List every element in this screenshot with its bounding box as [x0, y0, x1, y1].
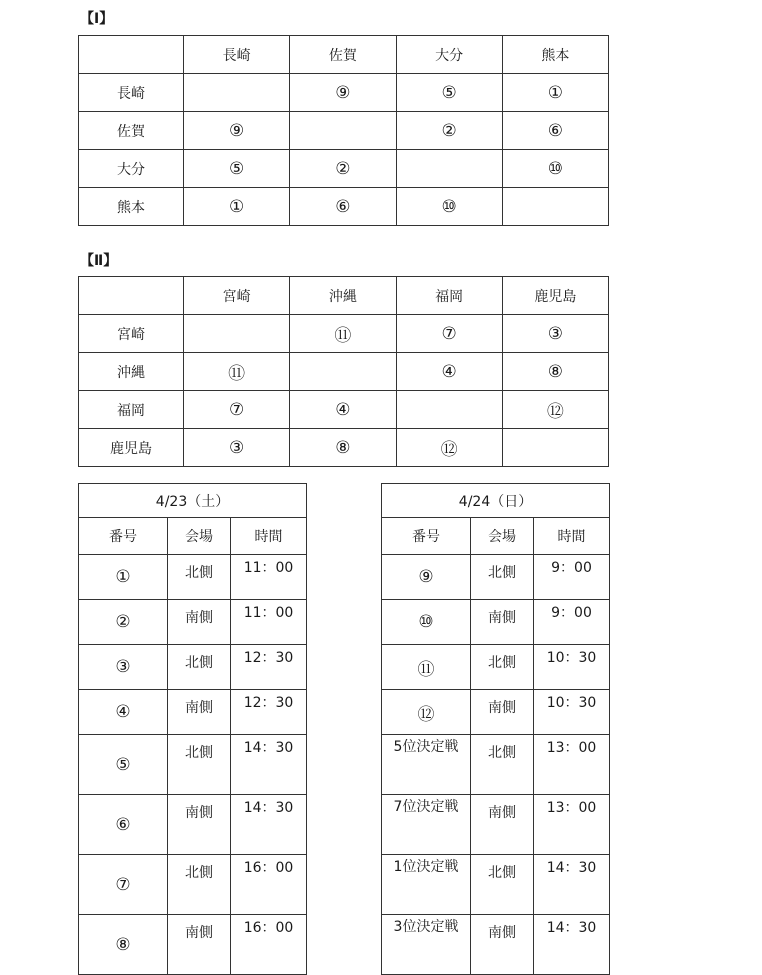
time-cell: 12：30	[231, 645, 307, 690]
group2-table	[78, 276, 609, 467]
time-cell: 13：00	[534, 735, 610, 795]
col-header: 会場	[168, 518, 231, 555]
match-cell: ⑩	[502, 150, 608, 188]
col-header: 長崎	[184, 36, 290, 74]
col-header: 佐賀	[290, 36, 396, 74]
col-header: 番号	[79, 518, 168, 555]
time-cell: 13：00	[534, 795, 610, 855]
row-header: 長崎	[79, 74, 184, 112]
col-header: 宮崎	[184, 277, 290, 315]
col-header: 大分	[396, 36, 502, 74]
match-number: ③	[79, 645, 168, 690]
table-row	[79, 36, 609, 74]
match-cell: ①	[502, 74, 608, 112]
match-number: 1位決定戦	[382, 855, 471, 915]
venue-cell: 北側	[168, 555, 231, 600]
day1-schedule-table	[78, 483, 307, 975]
match-cell: ⑩	[396, 188, 502, 226]
col-header: 沖縄	[290, 277, 396, 315]
match-cell: ④	[290, 391, 396, 429]
time-cell: 9：00	[534, 600, 610, 645]
table-row	[79, 391, 609, 429]
match-cell: ⑫	[502, 391, 608, 429]
group1-table	[78, 35, 609, 226]
match-number: ⑨	[382, 555, 471, 600]
match-cell: ⑪	[184, 353, 290, 391]
match-cell: ⑪	[290, 315, 396, 353]
match-cell: ⑦	[184, 391, 290, 429]
table-row	[79, 555, 307, 600]
table-row	[79, 353, 609, 391]
venue-cell: 南側	[168, 600, 231, 645]
match-cell: ⑧	[502, 353, 608, 391]
match-cell: ③	[502, 315, 608, 353]
row-header: 大分	[79, 150, 184, 188]
time-cell: 11：00	[231, 600, 307, 645]
match-cell: ③	[184, 429, 290, 467]
venue-cell: 北側	[471, 555, 534, 600]
table-row	[79, 74, 609, 112]
row-header: 鹿児島	[79, 429, 184, 467]
row-header: 沖縄	[79, 353, 184, 391]
venue-cell: 北側	[168, 645, 231, 690]
venue-cell: 南側	[168, 690, 231, 735]
table-row	[79, 690, 307, 735]
time-cell: 14：30	[534, 855, 610, 915]
table-row	[79, 188, 609, 226]
venue-cell: 南側	[471, 915, 534, 975]
table-row	[79, 277, 609, 315]
table-row	[382, 795, 610, 855]
venue-cell: 南側	[471, 795, 534, 855]
time-cell: 9：00	[534, 555, 610, 600]
venue-cell: 南側	[471, 600, 534, 645]
match-cell: ①	[184, 188, 290, 226]
venue-cell: 南側	[168, 795, 231, 855]
match-cell: ②	[396, 112, 502, 150]
day2-schedule-table	[381, 483, 610, 975]
col-header: 福岡	[396, 277, 502, 315]
group1-label: 【Ⅰ】	[80, 11, 114, 27]
match-number: ⑤	[79, 735, 168, 795]
table-row	[79, 795, 307, 855]
group2-label: 【Ⅱ】	[80, 253, 118, 269]
table-row	[382, 735, 610, 795]
venue-cell: 北側	[168, 735, 231, 795]
match-number: 7位決定戦	[382, 795, 471, 855]
time-cell: 14：30	[231, 795, 307, 855]
table-row	[382, 855, 610, 915]
date-header: 4/23（土）	[79, 484, 307, 518]
match-number: ②	[79, 600, 168, 645]
match-number: ④	[79, 690, 168, 735]
match-cell: ②	[290, 150, 396, 188]
table-row	[79, 150, 609, 188]
time-cell: 14：30	[231, 735, 307, 795]
time-cell: 14：30	[534, 915, 610, 975]
match-cell: ⑧	[290, 429, 396, 467]
table-row	[79, 484, 307, 518]
match-cell: ⑥	[502, 112, 608, 150]
table-row	[382, 915, 610, 975]
match-number: 5位決定戦	[382, 735, 471, 795]
table-row	[382, 600, 610, 645]
match-number: 3位決定戦	[382, 915, 471, 975]
col-header: 鹿児島	[502, 277, 608, 315]
col-header: 時間	[534, 518, 610, 555]
venue-cell: 北側	[471, 645, 534, 690]
table-row	[382, 645, 610, 690]
col-header: 会場	[471, 518, 534, 555]
match-cell: ⑫	[396, 429, 502, 467]
match-cell: ⑨	[184, 112, 290, 150]
table-row	[382, 484, 610, 518]
time-cell: 11：00	[231, 555, 307, 600]
match-number: ⑧	[79, 915, 168, 975]
table-row	[382, 518, 610, 555]
match-cell: ④	[396, 353, 502, 391]
match-number: ⑪	[382, 645, 471, 690]
time-cell: 10：30	[534, 645, 610, 690]
match-cell	[184, 315, 290, 353]
col-header: 熊本	[502, 36, 608, 74]
venue-cell: 南側	[471, 690, 534, 735]
table-row	[382, 690, 610, 735]
time-cell: 16：00	[231, 855, 307, 915]
venue-cell: 南側	[168, 915, 231, 975]
match-number: ⑦	[79, 855, 168, 915]
table-row	[79, 735, 307, 795]
table-row	[79, 645, 307, 690]
match-cell: ⑦	[396, 315, 502, 353]
date-header: 4/24（日）	[382, 484, 610, 518]
match-number: ⑥	[79, 795, 168, 855]
match-cell	[396, 391, 502, 429]
row-header: 熊本	[79, 188, 184, 226]
table-row	[79, 600, 307, 645]
row-header: 宮崎	[79, 315, 184, 353]
col-header: 時間	[231, 518, 307, 555]
time-cell: 12：30	[231, 690, 307, 735]
match-cell: ⑥	[290, 188, 396, 226]
match-cell	[290, 353, 396, 391]
match-number: ①	[79, 555, 168, 600]
col-header: 番号	[382, 518, 471, 555]
match-cell: ⑨	[290, 74, 396, 112]
row-header: 福岡	[79, 391, 184, 429]
match-cell: ⑤	[396, 74, 502, 112]
venue-cell: 北側	[471, 735, 534, 795]
row-header: 佐賀	[79, 112, 184, 150]
table-row	[79, 315, 609, 353]
table-row	[79, 429, 609, 467]
corner-cell	[79, 36, 184, 74]
venue-cell: 北側	[168, 855, 231, 915]
venue-cell: 北側	[471, 855, 534, 915]
table-row	[79, 855, 307, 915]
match-number: ⑩	[382, 600, 471, 645]
table-row	[382, 555, 610, 600]
table-row	[79, 518, 307, 555]
time-cell: 10：30	[534, 690, 610, 735]
match-number: ⑫	[382, 690, 471, 735]
table-row	[79, 915, 307, 975]
corner-cell	[79, 277, 184, 315]
match-cell	[184, 74, 290, 112]
match-cell	[502, 429, 608, 467]
table-row	[79, 112, 609, 150]
match-cell	[396, 150, 502, 188]
match-cell	[290, 112, 396, 150]
match-cell: ⑤	[184, 150, 290, 188]
time-cell: 16：00	[231, 915, 307, 975]
match-cell	[502, 188, 608, 226]
